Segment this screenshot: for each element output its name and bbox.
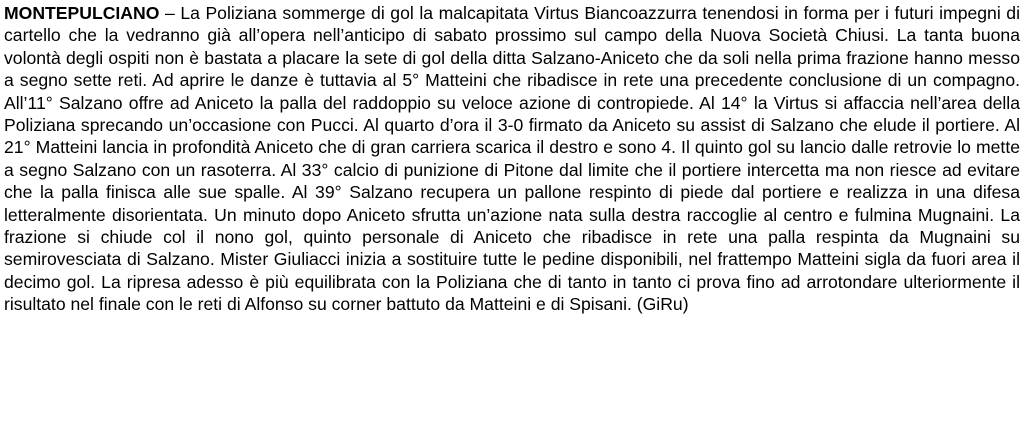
article-dateline: MONTEPULCIANO <box>4 3 160 23</box>
dateline-separator: – <box>159 3 181 23</box>
article-body: La Poliziana sommerge di gol la malcapitata Virtus Biancoazzurra tenendosi in forma per i futuri impegni di cartello che la vedranno già all’opera nell’anticipo di sabato prossimo sul campo della Nuova Società Chiusi. La tanta buona volontà degli ospiti non è bastata a placare la sete di gol della ditta Salzano-Aniceto che da soli nella prima frazione hanno messo a segno sette reti. Ad aprire le danze è tuttavia al 5° Matteini che ribadisce in rete una precedente conclusione di un compagno. All’11° Salzano offre ad Aniceto la palla del raddoppio su veloce azione di contropiede. Al 14° la Virtus si affaccia nell’area della Poliziana sprecando un’occasione con Pucci. Al quarto d’ora il 3-0 firmato da Aniceto su assist di Salzano che elude il portiere. Al 21° Matteini lancia in profondità Aniceto che di gran carriera scarica il destro e sono 4. Il quinto gol su lancio dalle retrovie lo mette a segno Salzano con un rasoterra. Al 33° calcio di punizione di Pitone dal limite che il portiere intercetta ma non riesce ad evitare che la palla finisca alle sue spalle. Al 39° Salzano recupera un pallone respinto di piede dal portiere e realizza in una difesa letteralmente disorientata. Un minuto dopo Aniceto sfrutta un’azione nata sulla destra raccoglie al centro e fulmina Mugnaini. La frazione si chiude col il nono gol, quinto personale di Aniceto che ribadisce in rete una palla respinta da Mugnaini su semirovesciata di Salzano. Mister Giuliacci inizia a sostituire tutte le pedine disponibili, nel frattempo Matteini sigla da fuori area il decimo gol. La ripresa adesso è più equilibrata con la Poliziana che di tanto in tanto ci prova fino ad arrotondare ulteriormente il risultato nel finale con le reti di Alfonso su corner battuto da Matteini e di Spisani. (GiRu) <box>4 3 1020 315</box>
